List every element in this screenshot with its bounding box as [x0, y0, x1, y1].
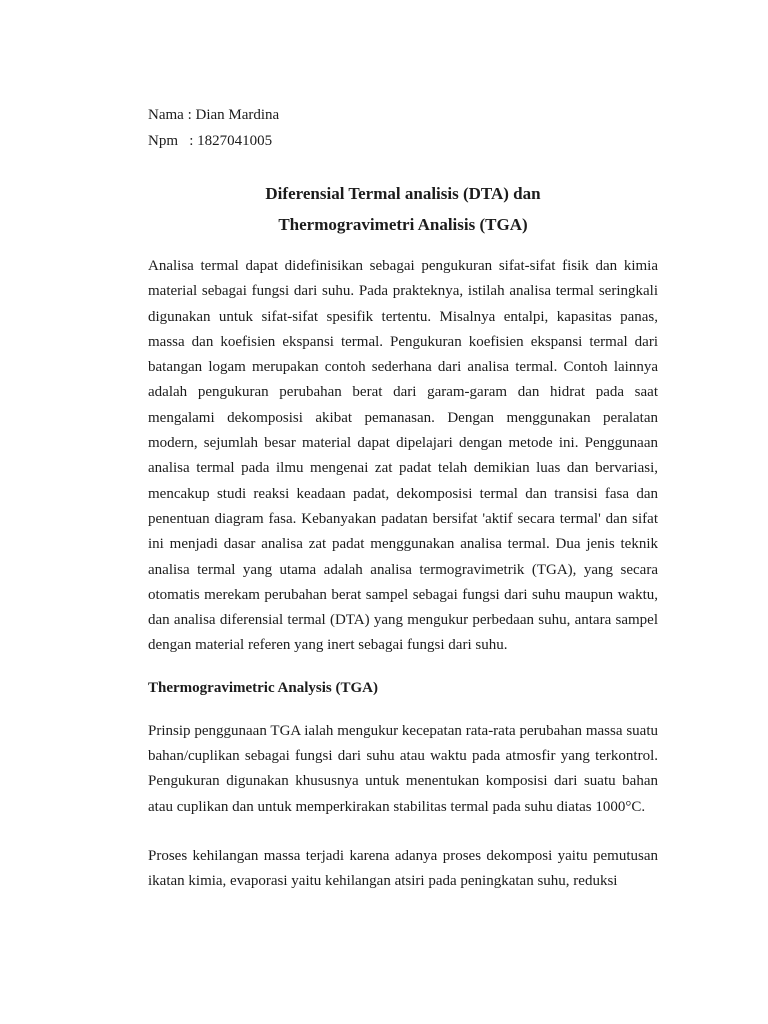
author-info: [148, 102, 658, 154]
tga-section-heading: Thermogravimetric Analysis (TGA): [148, 679, 378, 696]
student-number: Npm : 1827041005: [148, 133, 273, 149]
tga-principle-paragraph: Prinsip penggunaan TGA ialah mengukur kecepatan rata-rata perubahan massa suatu bahan/cuplikan sebagai fungsi dari suhu atau waktu pada atmosfir yang terkontrol. Pengukuran digunakan khususnya untuk menentukan komposisi dari suatu bahan atau cuplikan dan untuk memperkirakan stabilitas termal pada suhu diatas 1000°C.: [148, 722, 658, 815]
author-name: Nama : Dian Mardina: [148, 107, 280, 123]
document-title: [148, 178, 658, 240]
mass-loss-paragraph: Proses kehilangan massa terjadi karena adanya proses dekomposi yaitu pemutusan ikatan kimia, evaporasi yaitu kehilangan atsiri pada peningkatan suhu, reduksi: [148, 847, 658, 890]
document-page: [148, 102, 658, 895]
intro-paragraph: Analisa termal dapat didefinisikan sebagai pengukuran sifat-sifat fisik dan kimia material sebagai fungsi dari suhu. Pada prakteknya, istilah analisa termal seringkali digunakan untuk sifat-sifat spesifik tertentu. Misalnya entalpi, kapasitas panas, massa dan koefisien ekspansi termal. Pengukuran koefisien ekspansi termal dari batangan logam merupakan contoh sederhana dari analisa termal. Contoh lainnya adalah pengukuran perubahan berat dari garam-garam dan hidrat pada saat mengalami dekomposisi akibat pemanasan. Dengan menggunakan peralatan modern, sejumlah besar material dapat dipelajari dengan metode ini. Penggunaan analisa termal pada ilmu mengenai zat padat telah demikian luas dan bervariasi, mencakup studi reaksi keadaan padat, dekomposisi termal dan transisi fasa dan penentuan diagram fasa. Kebanyakan padatan bersifat 'aktif secara termal' dan sifat ini menjadi dasar analisa zat padat menggunakan analisa termal. Dua jenis teknik analisa termal yang utama adalah analisa termogravimetrik (TGA), yang secara otomatis merekam perubahan berat sampel sebagai fungsi dari suhu maupun waktu, dan analisa diferensial termal (DTA) yang mengukur perbedaan suhu, antara sampel dengan material referen yang inert sebagai fungsi dari suhu.: [148, 258, 658, 654]
title-line-1: Diferensial Termal analisis (DTA) dan: [265, 184, 541, 203]
title-line-2: Thermogravimetri Analisis (TGA): [278, 215, 528, 234]
